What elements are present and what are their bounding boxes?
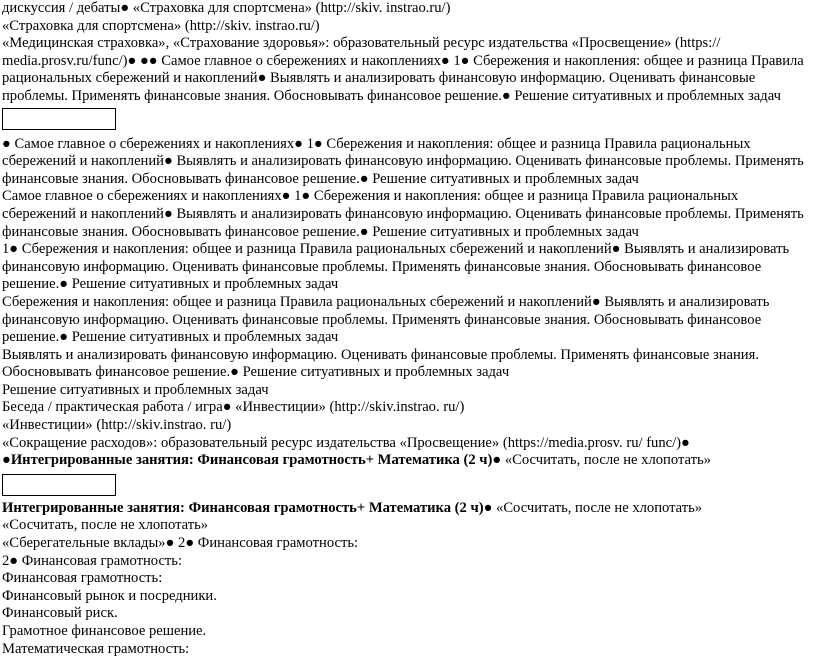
- text-paragraph: ● Самое главное о сбережениях и накоплениях● 1● Сбережения и накопления: общее и разница Правила рациональных сбережений и накоплений● Выявлять и анализировать финансовую информацию. Оценивать финансовые проблемы. Применять финансовые знания. Обосновывать финансовое решение.● Решение ситуативных и проблемных задач: [2, 135, 804, 187]
- text-bold: Интегрированные занятия: Финансовая грамотность+ Математика (2 ч): [2, 499, 484, 516]
- text-plain: «Сокращение расходов»: образовательный ресурс издательства «Просвещение» (https://media.prosv. ru/ func/)● ●: [2, 434, 690, 469]
- text-paragraph: Сбережения и накопления: общее и разница Правила рациональных сбережений и накоплений● Выявлять и анализировать финансовую информацию. Оценивать финансовые проблемы. Применять финансовые знания. Обосновывать финансовое решение.● Решение ситуативных и проблемных задач: [2, 293, 770, 346]
- text-line: Финансовый рынок и посредники.: [2, 587, 217, 604]
- text-paragraph: Выявлять и анализировать финансовую информацию. Оценивать финансовые проблемы. Применять финансовые знания. Обосновывать финансовое решение.● Решение ситуативных и проблемных задач: [2, 346, 759, 381]
- text-plain: ● «Сосчитать, после не хлопотать»: [492, 452, 711, 469]
- text-line: дискуссия / дебаты● «Страховка для спортсмена» (http://skiv. instrao.ru/): [2, 0, 451, 16]
- text-line: «Страховка для спортсмена» (http://skiv. instrao.ru/): [2, 17, 320, 34]
- document: [2, 0, 812, 658]
- text-line: Беседа / практическая работа / игра● «Инвестиции» (http://skiv.instrao. ru/): [2, 399, 465, 416]
- text-line: Грамотное финансовое решение.: [2, 623, 207, 639]
- text-line: Финансовый риск.: [2, 605, 118, 622]
- text-paragraph: Самое главное о сбережениях и накоплениях● 1● Сбережения и накопления: общее и разница Правила рациональных сбережений и накоплений● Выявлять и анализировать финансовую информацию. Оценивать финансовые проблемы. Применять финансовые знания. Обосновывать финансовое решение.● Решение ситуативных и проблемных задач: [2, 188, 804, 240]
- text-line: Математическая грамотность:: [2, 640, 190, 657]
- text-line: [2, 500, 812, 518]
- text-line: Финансовая грамотность:: [2, 570, 163, 587]
- text-line: «Сберегательные вклады»● 2● Финансовая грамотность:: [2, 535, 359, 552]
- text-bold: Интегрированные занятия: Финансовая грамотность+ Математика (2 ч): [10, 452, 493, 469]
- text-paragraph: [2, 435, 812, 470]
- text-line: 2● Финансовая грамотность:: [2, 552, 183, 569]
- text-line: «Инвестиции» (http://skiv.instrao. ru/): [2, 417, 232, 434]
- empty-frame: [2, 108, 116, 130]
- empty-frame: [2, 474, 116, 496]
- text-paragraph: 1● Сбережения и накопления: общее и разница Правила рациональных сбережений и накоплений● Выявлять и анализировать финансовую информацию. Оценивать финансовые проблемы. Применять финансовые знания. Обосновывать финансовое решение.● Решение ситуативных и проблемных задач: [2, 241, 790, 293]
- text-line: Решение ситуативных и проблемных задач: [2, 381, 269, 398]
- text-paragraph: «Медицинская страховка», «Страхование здоровья»: образовательный ресурс издательства «Просвещение» (https:// media.prosv.ru/func/)● ●● Самое главное о сбережениях и накоплениях● 1● Сбережения и накопления: общее и разница Правила рациональных сбережений и накоплений● Выявлять и анализировать финансовую информацию. Оценивать финансовые проблемы. Применять финансовые знания. Обосновывать финансовое решение.● Решение ситуативных и проблемных задач: [2, 35, 804, 104]
- text-line: «Сосчитать, после не хлопотать»: [2, 517, 209, 534]
- text-plain: ● «Сосчитать, после не хлопотать»: [483, 499, 703, 516]
